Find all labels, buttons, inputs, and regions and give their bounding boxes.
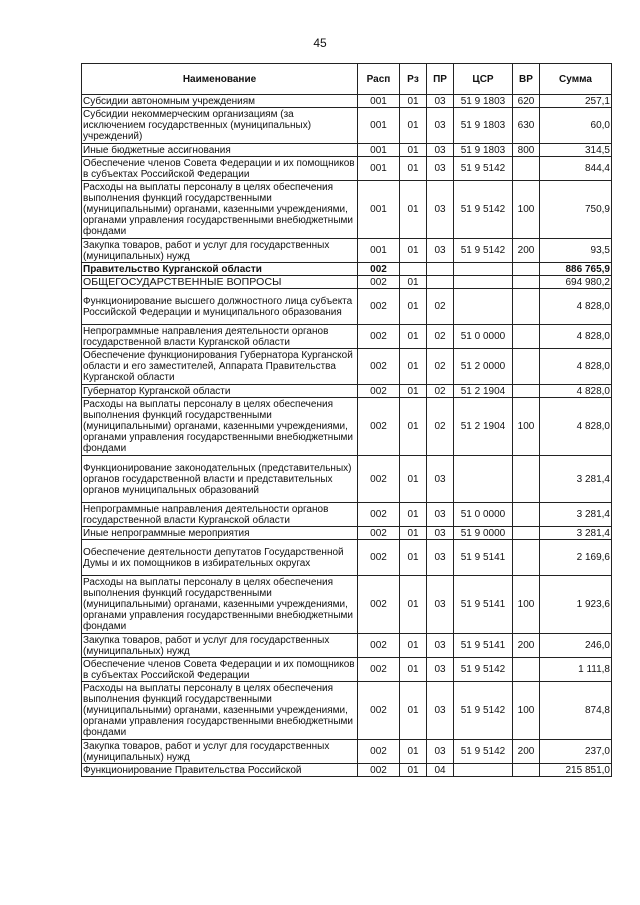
cell-rasp: 002 bbox=[358, 634, 400, 658]
cell-rz: 01 bbox=[400, 634, 427, 658]
cell-rasp: 002 bbox=[358, 276, 400, 289]
cell-pr: 04 bbox=[427, 764, 454, 777]
cell-pr: 03 bbox=[427, 634, 454, 658]
cell-sum: 3 281,4 bbox=[540, 503, 612, 527]
cell-sum: 60,0 bbox=[540, 108, 612, 144]
cell-vr bbox=[513, 540, 540, 576]
cell-vr bbox=[513, 263, 540, 276]
cell-name: Функционирование Правительства Российской bbox=[82, 764, 358, 777]
cell-vr: 100 bbox=[513, 576, 540, 634]
cell-rz: 01 bbox=[400, 503, 427, 527]
cell-rasp: 001 bbox=[358, 181, 400, 239]
cell-sum: 4 828,0 bbox=[540, 349, 612, 385]
cell-rz: 01 bbox=[400, 576, 427, 634]
cell-pr: 03 bbox=[427, 456, 454, 503]
cell-rz: 01 bbox=[400, 289, 427, 325]
cell-rasp: 002 bbox=[358, 385, 400, 398]
cell-pr: 02 bbox=[427, 385, 454, 398]
cell-pr: 02 bbox=[427, 325, 454, 349]
cell-pr: 03 bbox=[427, 576, 454, 634]
cell-name: Закупка товаров, работ и услуг для государственных (муниципальных) нужд bbox=[82, 239, 358, 263]
cell-rz: 01 bbox=[400, 144, 427, 157]
cell-rz: 01 bbox=[400, 108, 427, 144]
cell-pr: 03 bbox=[427, 95, 454, 108]
cell-rz: 01 bbox=[400, 540, 427, 576]
table-row bbox=[82, 144, 612, 157]
cell-sum: 257,1 bbox=[540, 95, 612, 108]
cell-pr bbox=[427, 276, 454, 289]
cell-sum: 750,9 bbox=[540, 181, 612, 239]
cell-pr bbox=[427, 263, 454, 276]
cell-sum: 2 169,6 bbox=[540, 540, 612, 576]
cell-rasp: 001 bbox=[358, 157, 400, 181]
cell-sum: 246,0 bbox=[540, 634, 612, 658]
cell-rz: 01 bbox=[400, 276, 427, 289]
cell-name: Расходы на выплаты персоналу в целях обеспечения выполнения функций государственными (муниципальными) органами, казенными учреждениями, органами управления государственными внебюджетными фондами bbox=[82, 181, 358, 239]
cell-csr: 51 9 5142 bbox=[454, 740, 513, 764]
cell-sum: 844,4 bbox=[540, 157, 612, 181]
table-row bbox=[82, 157, 612, 181]
table-row bbox=[82, 349, 612, 385]
cell-csr bbox=[454, 276, 513, 289]
cell-vr bbox=[513, 385, 540, 398]
cell-pr: 03 bbox=[427, 157, 454, 181]
cell-rasp: 002 bbox=[358, 527, 400, 540]
cell-vr bbox=[513, 349, 540, 385]
cell-name: Субсидии автономным учреждениям bbox=[82, 95, 358, 108]
table-row bbox=[82, 764, 612, 777]
cell-csr: 51 9 5142 bbox=[454, 239, 513, 263]
cell-vr: 800 bbox=[513, 144, 540, 157]
cell-pr: 03 bbox=[427, 108, 454, 144]
cell-vr bbox=[513, 527, 540, 540]
cell-csr: 51 9 5141 bbox=[454, 540, 513, 576]
cell-vr: 100 bbox=[513, 181, 540, 239]
cell-csr bbox=[454, 456, 513, 503]
table-row bbox=[82, 658, 612, 682]
cell-sum: 4 828,0 bbox=[540, 385, 612, 398]
cell-pr: 03 bbox=[427, 740, 454, 764]
table-row bbox=[82, 740, 612, 764]
page-number: 45 bbox=[313, 36, 327, 50]
cell-sum: 3 281,4 bbox=[540, 527, 612, 540]
cell-name: Закупка товаров, работ и услуг для государственных (муниципальных) нужд bbox=[82, 740, 358, 764]
cell-name: Непрограммные направления деятельности органов государственной власти Курганской области bbox=[82, 325, 358, 349]
cell-name: Расходы на выплаты персоналу в целях обеспечения выполнения функций государственными (муниципальными) органами, казенными учреждениями, органами управления государственными внебюджетными фондами bbox=[82, 682, 358, 740]
cell-rasp: 002 bbox=[358, 682, 400, 740]
table-row bbox=[82, 576, 612, 634]
cell-vr bbox=[513, 764, 540, 777]
cell-name: Иные бюджетные ассигнования bbox=[82, 144, 358, 157]
budget-table bbox=[81, 63, 612, 777]
cell-rasp: 002 bbox=[358, 349, 400, 385]
cell-csr: 51 9 0000 bbox=[454, 527, 513, 540]
cell-pr: 02 bbox=[427, 398, 454, 456]
cell-rasp: 002 bbox=[358, 576, 400, 634]
cell-sum: 886 765,9 bbox=[540, 263, 612, 276]
cell-vr: 200 bbox=[513, 740, 540, 764]
cell-csr: 51 9 5142 bbox=[454, 181, 513, 239]
table-row bbox=[82, 540, 612, 576]
cell-rz bbox=[400, 263, 427, 276]
cell-pr: 02 bbox=[427, 349, 454, 385]
cell-sum: 1 923,6 bbox=[540, 576, 612, 634]
cell-name: Непрограммные направления деятельности органов государственной власти Курганской области bbox=[82, 503, 358, 527]
cell-sum: 215 851,0 bbox=[540, 764, 612, 777]
cell-vr bbox=[513, 658, 540, 682]
cell-rz: 01 bbox=[400, 181, 427, 239]
cell-name: Обеспечение членов Совета Федерации и их помощников в субъектах Российской Федерации bbox=[82, 658, 358, 682]
table-row bbox=[82, 503, 612, 527]
cell-rasp: 001 bbox=[358, 108, 400, 144]
cell-name: Расходы на выплаты персоналу в целях обеспечения выполнения функций государственными (муниципальными) органами, казенными учреждениями, органами управления государственными внебюджетными фондами bbox=[82, 576, 358, 634]
cell-rz: 01 bbox=[400, 456, 427, 503]
cell-vr bbox=[513, 289, 540, 325]
cell-sum: 3 281,4 bbox=[540, 456, 612, 503]
cell-rz: 01 bbox=[400, 764, 427, 777]
cell-name: Обеспечение деятельности депутатов Государственной Думы и их помощников в избирательных округах bbox=[82, 540, 358, 576]
table-row bbox=[82, 385, 612, 398]
cell-vr bbox=[513, 325, 540, 349]
header-sum: Сумма bbox=[540, 64, 612, 95]
cell-vr: 100 bbox=[513, 398, 540, 456]
cell-pr: 03 bbox=[427, 540, 454, 576]
cell-rz: 01 bbox=[400, 398, 427, 456]
table-row bbox=[82, 276, 612, 289]
cell-rasp: 002 bbox=[358, 398, 400, 456]
cell-pr: 03 bbox=[427, 503, 454, 527]
table-row bbox=[82, 239, 612, 263]
header-rasp: Расп bbox=[358, 64, 400, 95]
cell-pr: 03 bbox=[427, 527, 454, 540]
table-row bbox=[82, 95, 612, 108]
table-row bbox=[82, 181, 612, 239]
cell-sum: 314,5 bbox=[540, 144, 612, 157]
cell-name: Иные непрограммные мероприятия bbox=[82, 527, 358, 540]
cell-csr bbox=[454, 289, 513, 325]
cell-vr: 100 bbox=[513, 682, 540, 740]
cell-sum: 4 828,0 bbox=[540, 289, 612, 325]
table-row bbox=[82, 289, 612, 325]
cell-csr bbox=[454, 263, 513, 276]
cell-csr: 51 0 0000 bbox=[454, 503, 513, 527]
cell-pr: 03 bbox=[427, 239, 454, 263]
header-csr: ЦСР bbox=[454, 64, 513, 95]
cell-csr: 51 9 5141 bbox=[454, 576, 513, 634]
header-pr: ПР bbox=[427, 64, 454, 95]
cell-vr: 630 bbox=[513, 108, 540, 144]
cell-sum: 4 828,0 bbox=[540, 398, 612, 456]
cell-sum: 874,8 bbox=[540, 682, 612, 740]
cell-rz: 01 bbox=[400, 157, 427, 181]
cell-name: Функционирование высшего должностного лица субъекта Российской Федерации и муниципального образования bbox=[82, 289, 358, 325]
cell-vr: 200 bbox=[513, 634, 540, 658]
table-row bbox=[82, 682, 612, 740]
cell-pr: 03 bbox=[427, 144, 454, 157]
table-row bbox=[82, 527, 612, 540]
cell-rasp: 002 bbox=[358, 540, 400, 576]
cell-rasp: 001 bbox=[358, 239, 400, 263]
cell-csr bbox=[454, 764, 513, 777]
cell-name: Правительство Курганской области bbox=[82, 263, 358, 276]
cell-rz: 01 bbox=[400, 385, 427, 398]
table-body bbox=[82, 95, 612, 777]
cell-rz: 01 bbox=[400, 95, 427, 108]
cell-vr bbox=[513, 276, 540, 289]
cell-rz: 01 bbox=[400, 239, 427, 263]
cell-csr: 51 9 1803 bbox=[454, 108, 513, 144]
cell-name: Субсидии некоммерческим организациям (за исключением государственных (муниципальных) учреждений) bbox=[82, 108, 358, 144]
cell-csr: 51 9 5142 bbox=[454, 658, 513, 682]
table-row bbox=[82, 398, 612, 456]
cell-name: Функционирование законодательных (представительных) органов государственной власти и представительных органов муниципальных образований bbox=[82, 456, 358, 503]
cell-rasp: 002 bbox=[358, 764, 400, 777]
cell-name: Расходы на выплаты персоналу в целях обеспечения выполнения функций государственными (муниципальными) органами, казенными учреждениями, органами управления государственными внебюджетными фондами bbox=[82, 398, 358, 456]
cell-vr bbox=[513, 157, 540, 181]
cell-name: Обеспечение функционирования Губернатора Курганской области и его заместителей, Аппарата Правительства Курганской области bbox=[82, 349, 358, 385]
cell-rasp: 002 bbox=[358, 658, 400, 682]
header-row bbox=[82, 64, 612, 95]
cell-rz: 01 bbox=[400, 325, 427, 349]
cell-rz: 01 bbox=[400, 682, 427, 740]
cell-csr: 51 9 1803 bbox=[454, 144, 513, 157]
cell-vr bbox=[513, 503, 540, 527]
cell-rasp: 002 bbox=[358, 740, 400, 764]
table-row bbox=[82, 456, 612, 503]
cell-rasp: 002 bbox=[358, 289, 400, 325]
cell-csr: 51 9 1803 bbox=[454, 95, 513, 108]
cell-name: ОБЩЕГОСУДАРСТВЕННЫЕ ВОПРОСЫ bbox=[82, 276, 358, 289]
cell-pr: 03 bbox=[427, 658, 454, 682]
cell-sum: 93,5 bbox=[540, 239, 612, 263]
table-row bbox=[82, 325, 612, 349]
cell-vr: 620 bbox=[513, 95, 540, 108]
cell-csr: 51 0 0000 bbox=[454, 325, 513, 349]
cell-rasp: 002 bbox=[358, 325, 400, 349]
header-vr: ВР bbox=[513, 64, 540, 95]
cell-name: Губернатор Курганской области bbox=[82, 385, 358, 398]
table-row bbox=[82, 108, 612, 144]
header-rz: Рз bbox=[400, 64, 427, 95]
cell-sum: 4 828,0 bbox=[540, 325, 612, 349]
cell-rz: 01 bbox=[400, 349, 427, 385]
header-name: Наименование bbox=[82, 64, 358, 95]
cell-pr: 03 bbox=[427, 682, 454, 740]
cell-rasp: 001 bbox=[358, 95, 400, 108]
cell-sum: 1 111,8 bbox=[540, 658, 612, 682]
cell-pr: 03 bbox=[427, 181, 454, 239]
cell-csr: 51 2 0000 bbox=[454, 349, 513, 385]
cell-name: Закупка товаров, работ и услуг для государственных (муниципальных) нужд bbox=[82, 634, 358, 658]
table-row bbox=[82, 634, 612, 658]
cell-pr: 02 bbox=[427, 289, 454, 325]
cell-csr: 51 9 5141 bbox=[454, 634, 513, 658]
cell-rasp: 002 bbox=[358, 503, 400, 527]
cell-rz: 01 bbox=[400, 740, 427, 764]
cell-rasp: 002 bbox=[358, 263, 400, 276]
cell-csr: 51 2 1904 bbox=[454, 385, 513, 398]
cell-sum: 694 980,2 bbox=[540, 276, 612, 289]
cell-csr: 51 2 1904 bbox=[454, 398, 513, 456]
cell-sum: 237,0 bbox=[540, 740, 612, 764]
cell-rasp: 002 bbox=[358, 456, 400, 503]
cell-csr: 51 9 5142 bbox=[454, 682, 513, 740]
cell-csr: 51 9 5142 bbox=[454, 157, 513, 181]
cell-rz: 01 bbox=[400, 527, 427, 540]
cell-vr: 200 bbox=[513, 239, 540, 263]
table-row bbox=[82, 263, 612, 276]
cell-rasp: 001 bbox=[358, 144, 400, 157]
cell-vr bbox=[513, 456, 540, 503]
cell-name: Обеспечение членов Совета Федерации и их помощников в субъектах Российской Федерации bbox=[82, 157, 358, 181]
cell-rz: 01 bbox=[400, 658, 427, 682]
